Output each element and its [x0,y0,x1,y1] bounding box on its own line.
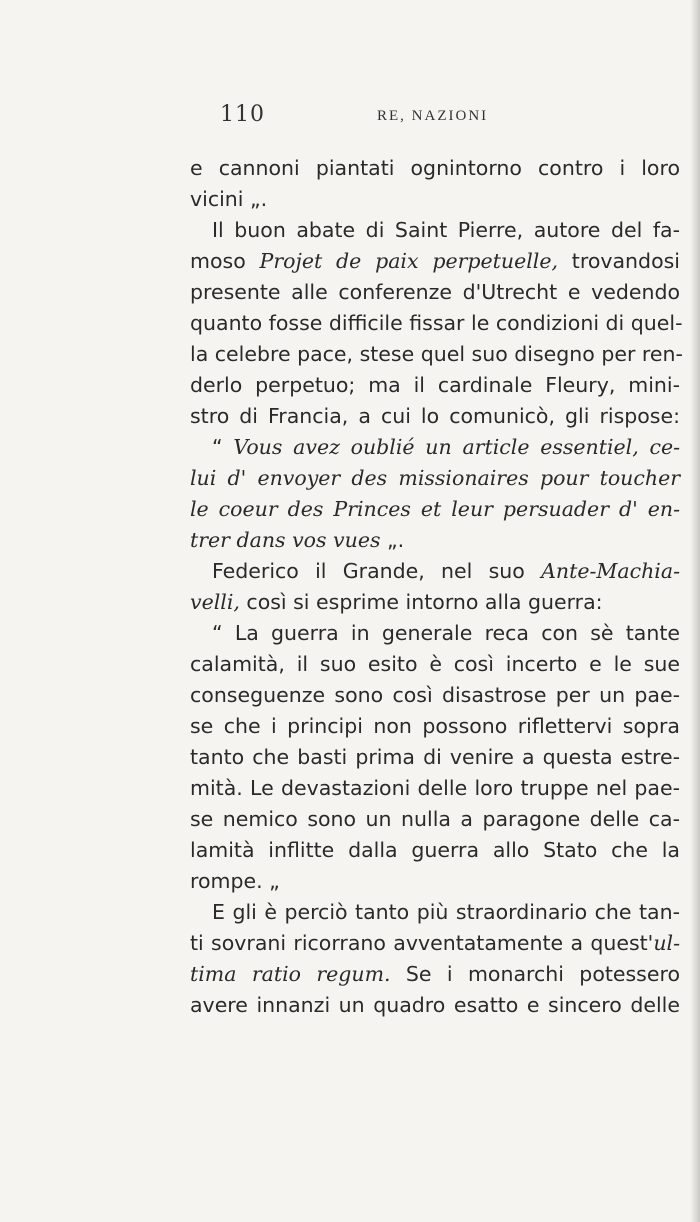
text-line [190,835,680,866]
text-line [190,401,680,432]
text-line [190,432,680,463]
text-segment: se che i principi non possono riflettervi sopra [190,714,680,738]
text-segment: lamità inflitte dalla guerra allo Stato che la [190,838,680,862]
text-segment: e cannoni piantati ognintorno contro i loro [190,156,680,180]
text-segment: presente alle conferenze d'Utrecht e vedendo [190,280,680,304]
italic-text: Ante-Machia- [541,559,680,583]
text-segment: stro di Francia, a cui lo comunicò, gli rispose: [190,404,680,428]
text-segment: rompe. „ [190,869,280,893]
text-segment: moso [190,249,260,273]
text-line [190,370,680,401]
italic-text: Projet de paix perpetuelle, [259,249,558,273]
text-segment: calamità, il suo esito è così incerto e le sue [190,652,680,676]
text-segment: vicini „. [190,187,268,211]
text-line [190,308,683,339]
running-title: RE, NAZIONI [377,108,489,124]
italic-text: trer dans vos vues [190,528,381,552]
text-line [190,494,680,525]
text-segment: Se i monarchi potessero [390,962,680,986]
italic-text: le coeur des Princes et leur persuader d' en- [190,497,680,521]
text-segment: E gli è perciò tanto più straordinario che tan- [212,900,680,924]
text-segment: così si esprime intorno alla guerra: [239,590,603,614]
text-line [190,680,680,711]
text-segment: Il buon abate di Saint Pierre, autore del fa- [212,218,680,242]
running-head [0,100,700,140]
text-line [190,184,680,215]
text-line [190,990,680,1021]
text-segment: derlo perpetuo; ma il cardinale Fleury, mini- [190,373,680,397]
page-edge-shadow [690,0,700,1222]
text-segment: „. [380,528,405,552]
text-line [190,215,680,246]
page-number: 110 [220,102,265,127]
text-line [190,618,680,649]
italic-text: Vous avez oublié un article essentiel, ce- [233,435,681,459]
text-line [190,959,680,990]
text-segment: “ La guerra in generale reca con sè tante [212,621,680,645]
text-segment: Federico il Grande, nel suo [212,559,542,583]
text-segment: tanto che basti prima di venire a questa estre- [190,745,680,769]
text-line [190,153,680,184]
text-line [190,866,680,897]
text-segment: mità. Le devastazioni delle loro truppe nel pae- [190,776,680,800]
text-segment: avere innanzi un quadro esatto e sincero delle [190,993,680,1017]
text-segment: se nemico sono un nulla a paragone delle ca- [190,807,680,831]
text-line [190,649,680,680]
text-segment: conseguenze sono così disastrose per un pae- [190,683,680,707]
text-line [190,277,680,308]
text-line [190,773,680,804]
text-line [190,525,680,556]
text-line [190,711,680,742]
text-line [190,897,680,928]
text-line [190,804,680,835]
text-line [190,556,680,587]
italic-text: lui d' envoyer des missionaires pour toucher [190,466,680,490]
text-segment: la celebre pace, stese quel suo disegno per ren- [190,342,683,366]
text-line [190,742,680,773]
text-line [190,246,680,277]
text-line [190,587,680,618]
text-line [190,928,680,959]
text-segment: trovandosi [558,249,680,273]
text-line [190,339,683,370]
italic-text: velli, [190,590,240,614]
italic-text: ul- [653,931,680,955]
text-line [190,463,680,494]
text-segment: “ [212,435,234,459]
text-segment: quanto fosse difficile fissar le condizioni di quel- [190,311,683,335]
body-text [190,153,683,1021]
italic-text: tima ratio regum. [190,962,391,986]
text-segment: ti sovrani ricorrano avventatamente a quest' [190,931,654,955]
